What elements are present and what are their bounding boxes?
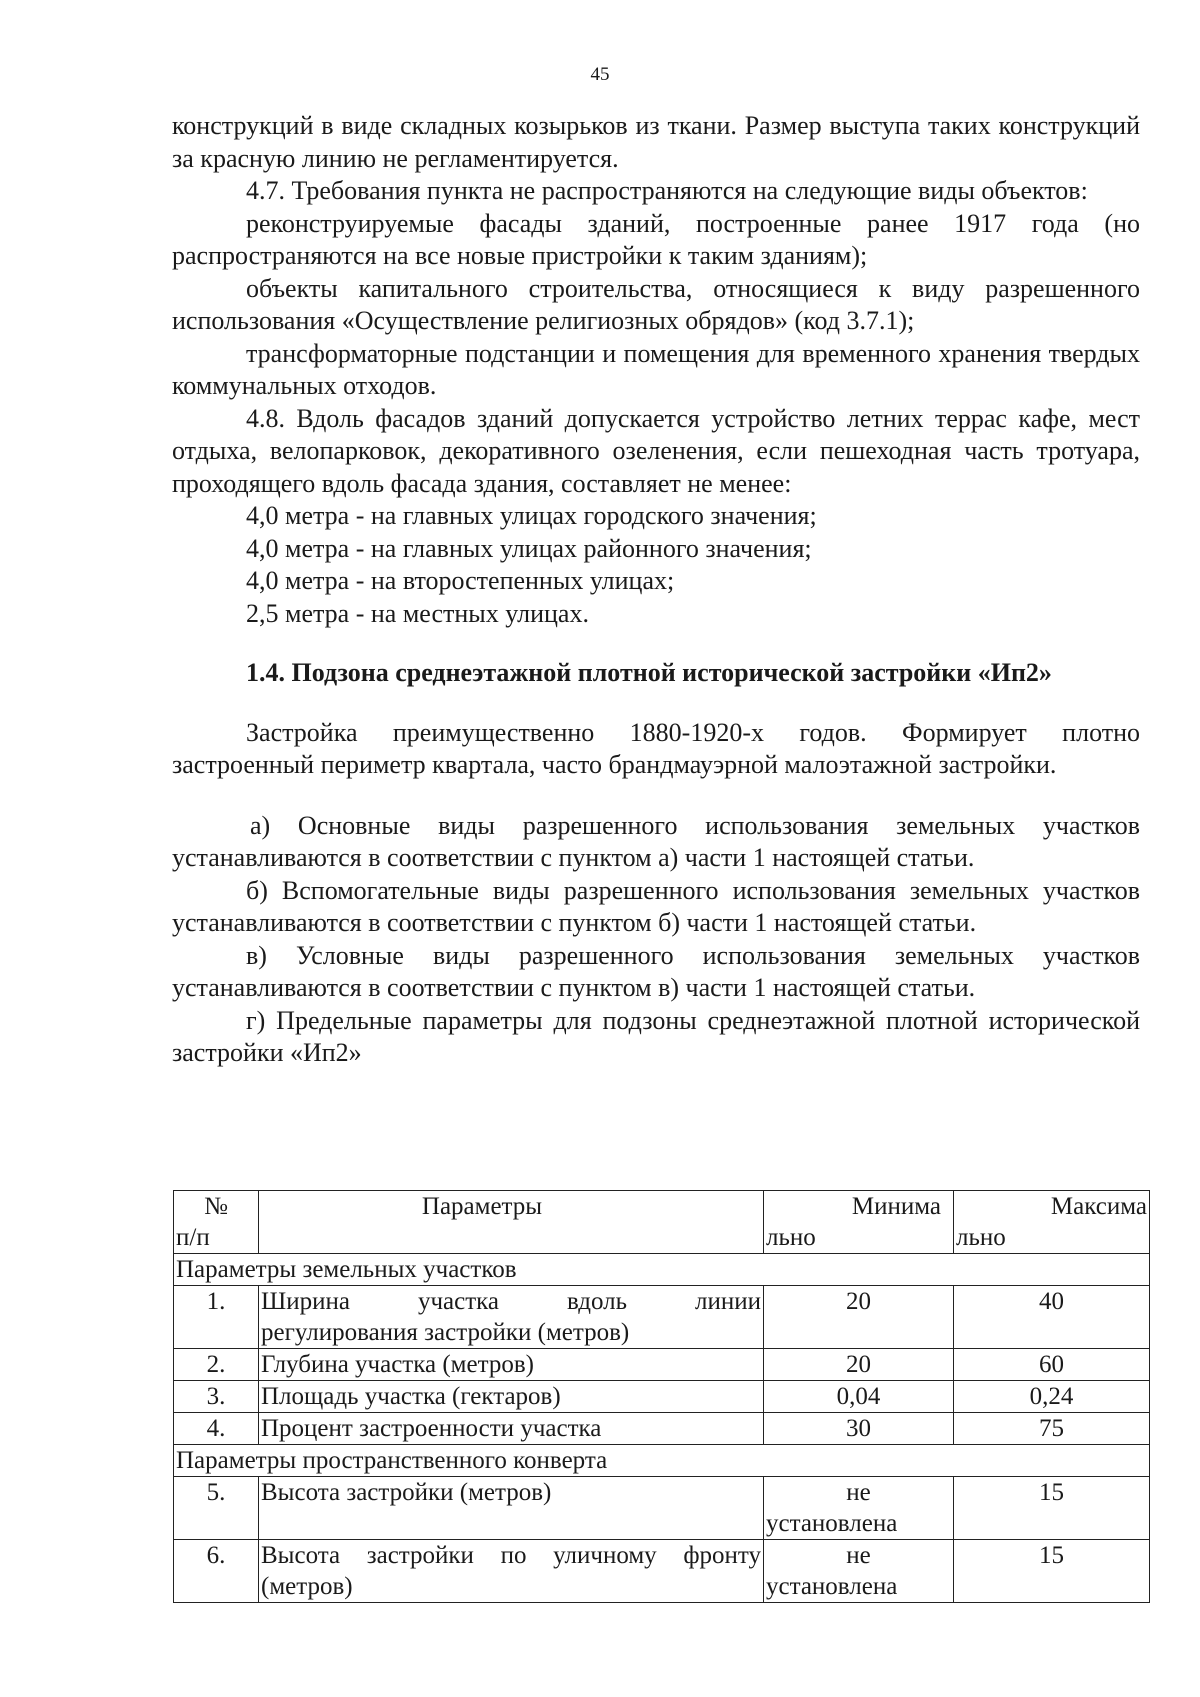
table-header-row xyxy=(174,1191,1150,1254)
table-row xyxy=(174,1286,1150,1349)
table-row xyxy=(174,1381,1150,1413)
table-section-row xyxy=(174,1254,1150,1286)
row-number: 6. xyxy=(174,1540,259,1603)
section-land-plots: Параметры земельных участков xyxy=(174,1254,1150,1286)
header-min-top: Минима xyxy=(851,1193,941,1220)
header-min-bottom: льно xyxy=(766,1224,816,1251)
paragraph-religious-objects: объекты капитального строительства, относящиеся к виду разрешенного использования «Осуществление религиозных обрядов» (код 3.7.1); xyxy=(172,273,1140,335)
section-heading: 1.4. Подзона среднеэтажной плотной исторической застройки «Ип2» xyxy=(246,658,1052,687)
header-number-top: № xyxy=(204,1193,228,1220)
row-parameter-line1: Высота застройки по уличному фронту xyxy=(261,1542,761,1569)
row-min-value: 20 xyxy=(764,1286,954,1349)
parameters-table-wrapper xyxy=(173,1190,1149,1603)
paragraph-4-8: 4.8. Вдоль фасадов зданий допускается устройство летних террас кафе, мест отдыха, велопарковок, декоративного озеленения, если пешеходная часть тротуара, проходящего вдоль фасада здания, составляет не менее: xyxy=(172,403,1140,498)
table-row xyxy=(174,1477,1150,1540)
row-min-value-bottom: установлена xyxy=(766,1573,898,1600)
row-parameter xyxy=(259,1540,764,1603)
row-parameter-line2: (метров) xyxy=(261,1573,353,1600)
list-item: 4,0 метра - на второстепенных улицах; xyxy=(246,566,675,595)
row-number: 1. xyxy=(174,1286,259,1349)
parameters-table xyxy=(173,1190,1150,1603)
table-row xyxy=(174,1349,1150,1381)
list-item: 4,0 метра - на главных улицах городского значения; xyxy=(246,501,817,530)
header-number-bottom: п/п xyxy=(176,1224,210,1251)
table-row xyxy=(174,1413,1150,1445)
paragraph-facades: реконструируемые фасады зданий, построенные ранее 1917 года (но распространяются на все новые пристройки к таким зданиям); xyxy=(172,208,1140,270)
list-item: 2,5 метра - на местных улицах. xyxy=(246,598,589,628)
row-min-value-bottom: установлена xyxy=(766,1510,898,1537)
row-max-value: 75 xyxy=(954,1413,1150,1445)
row-max-value: 15 xyxy=(954,1540,1150,1603)
header-max-bottom: льно xyxy=(956,1224,1006,1251)
header-max-top: Максима xyxy=(1050,1193,1147,1220)
paragraph-continuation: конструкций в виде складных козырьков из ткани. Размер выступа таких конструкций за красную линию не регламентируется. xyxy=(172,111,1140,173)
row-parameter: Глубина участка (метров) xyxy=(259,1349,764,1381)
list-item: 4,0 метра - на главных улицах районного значения; xyxy=(246,533,812,563)
row-number: 5. xyxy=(174,1477,259,1540)
row-parameter: Площадь участка (гектаров) xyxy=(259,1381,764,1413)
table-section-row xyxy=(174,1445,1150,1477)
row-number: 2. xyxy=(174,1349,259,1381)
paragraph-4-7: 4.7. Требования пункта не распространяются на следующие виды объектов: xyxy=(246,176,1088,205)
page-number: 45 xyxy=(590,64,610,85)
row-parameter: Процент застроенности участка xyxy=(259,1413,764,1445)
paragraph-description: Застройка преимущественно 1880-1920-х годов. Формирует плотно застроенный периметр квартала, часто брандмауэрной малоэтажной застройки. xyxy=(172,717,1140,779)
paragraph-v: в) Условные виды разрешенного использования земельных участков устанавливаются в соответствии с пунктом в) части 1 настоящей статьи. xyxy=(172,940,1140,1002)
paragraph-a: а) Основные виды разрешенного использования земельных участков устанавливаются в соответствии с пунктом а) части 1 настоящей статьи. xyxy=(172,810,1140,872)
row-number: 4. xyxy=(174,1413,259,1445)
row-max-value: 15 xyxy=(954,1477,1150,1540)
row-min-value xyxy=(764,1477,954,1540)
row-min-value-top: не xyxy=(846,1542,871,1569)
row-min-value: 30 xyxy=(764,1413,954,1445)
row-max-value: 60 xyxy=(954,1349,1150,1381)
header-min xyxy=(764,1191,954,1254)
table-row xyxy=(174,1540,1150,1603)
row-min-value: 20 xyxy=(764,1349,954,1381)
row-parameter xyxy=(259,1286,764,1349)
document-body xyxy=(172,110,1140,1070)
row-min-value-top: не xyxy=(846,1479,871,1506)
row-number: 3. xyxy=(174,1381,259,1413)
paragraph-g: г) Предельные параметры для подзоны среднеэтажной плотной исторической застройки «Ип2» xyxy=(172,1005,1140,1067)
row-parameter-line2: регулирования застройки (метров) xyxy=(261,1319,630,1346)
section-spatial-envelope: Параметры пространственного конверта xyxy=(174,1445,1150,1477)
row-max-value: 40 xyxy=(954,1286,1150,1349)
row-parameter: Высота застройки (метров) xyxy=(259,1477,764,1540)
paragraph-substations: трансформаторные подстанции и помещения для временного хранения твердых коммунальных отходов. xyxy=(172,338,1140,400)
row-min-value: 0,04 xyxy=(764,1381,954,1413)
row-max-value: 0,24 xyxy=(954,1381,1150,1413)
row-min-value xyxy=(764,1540,954,1603)
header-parameters: Параметры xyxy=(259,1191,764,1254)
header-number xyxy=(174,1191,259,1254)
row-parameter-line1: Ширина участка вдоль линии xyxy=(261,1288,761,1315)
paragraph-b: б) Вспомогательные виды разрешенного использования земельных участков устанавливаются в соответствии с пунктом б) части 1 настоящей статьи. xyxy=(172,875,1140,937)
header-max xyxy=(954,1191,1150,1254)
